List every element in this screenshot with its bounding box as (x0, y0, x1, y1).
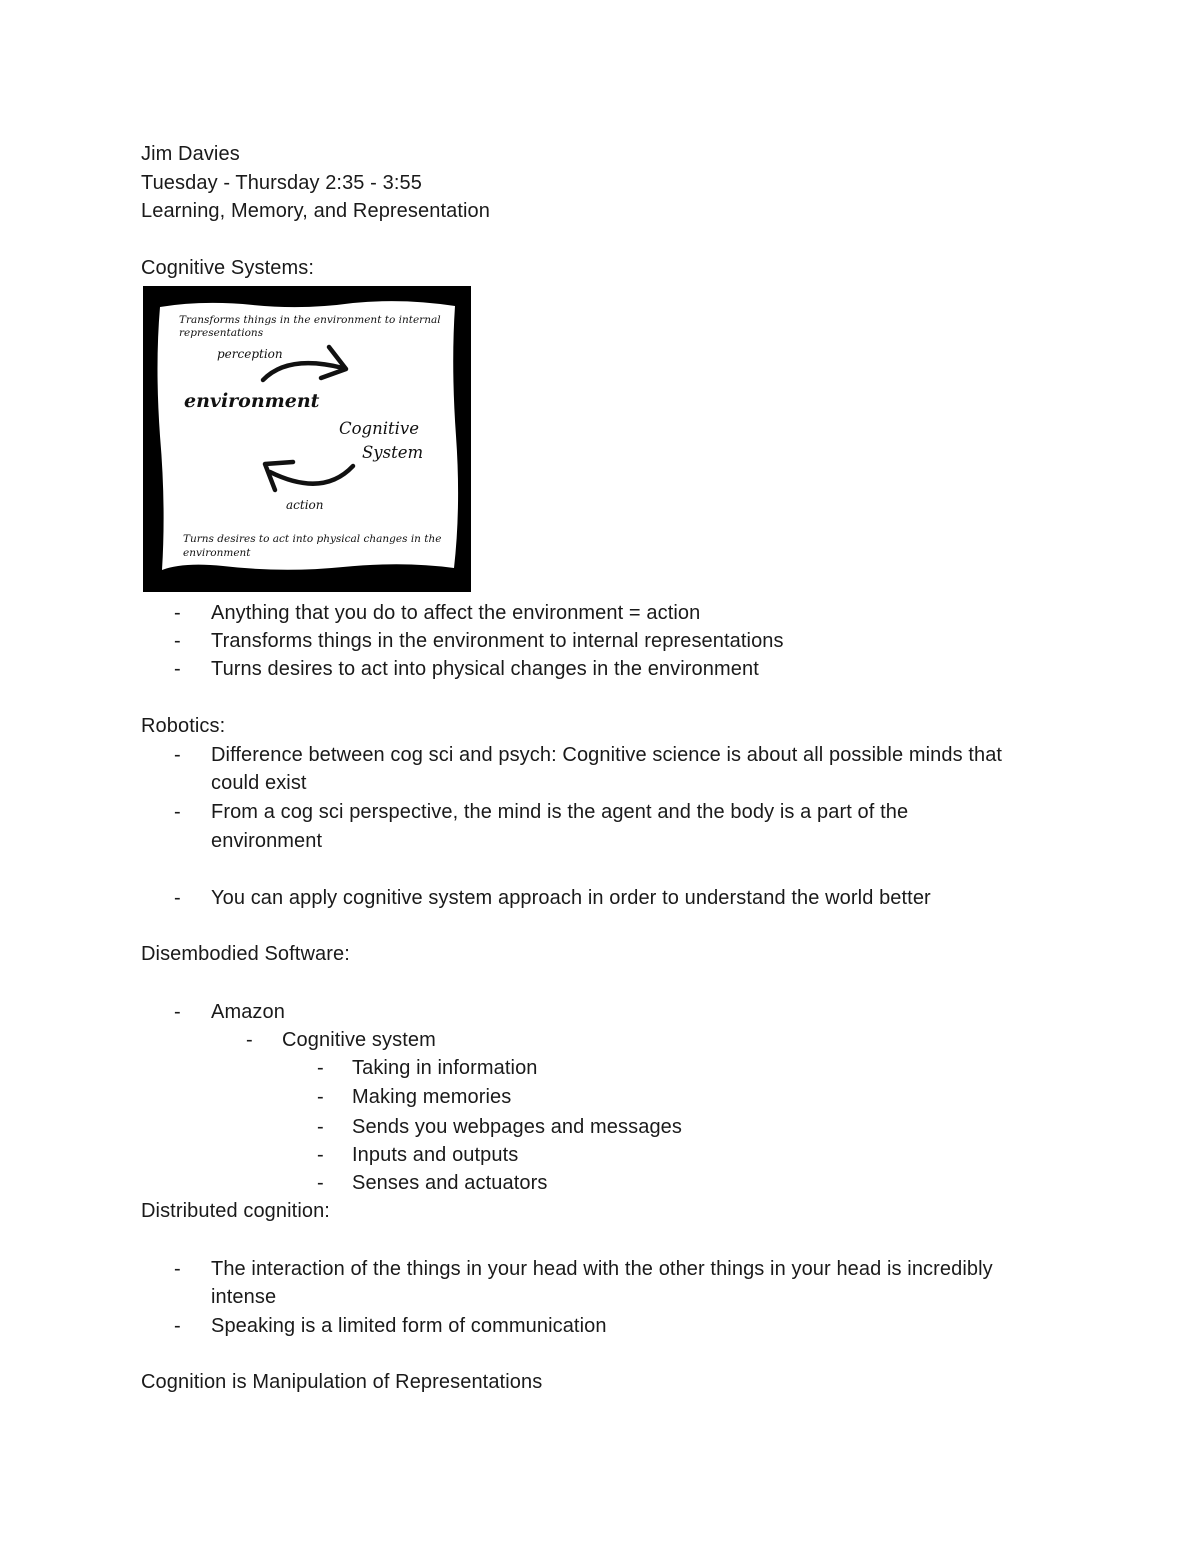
section-heading-cognitive-systems: Cognitive Systems: (141, 257, 314, 279)
list-item: Amazon (211, 1001, 285, 1023)
list-item-level3: Taking in information (352, 1057, 538, 1079)
list-item-level3: Inputs and outputs (352, 1144, 519, 1166)
list-item: From a cog sci perspective, the mind is the agent and the body is a part of the (211, 801, 909, 823)
bottom-caption-line1: Turns desires to act into physical changes in the (183, 533, 442, 545)
list-item: Difference between cog sci and psych: Cognitive science is about all possible minds that (211, 744, 1003, 766)
course-title: Learning, Memory, and Representation (141, 200, 490, 222)
bullet-marker: - (174, 887, 181, 909)
system-label: System (362, 443, 424, 462)
list-item-level3: Sends you webpages and messages (352, 1116, 682, 1138)
bottom-caption-line2: environment (183, 547, 251, 559)
list-item: Transforms things in the environment to internal representations (211, 630, 784, 652)
list-item-continuation: could exist (211, 772, 307, 794)
list-item: You can apply cognitive system approach in order to understand the world better (211, 887, 931, 909)
list-item-continuation: intense (211, 1286, 277, 1308)
cognitive-system-diagram (143, 286, 471, 592)
environment-label: environment (184, 390, 320, 412)
list-item: Turns desires to act into physical changes in the environment (211, 658, 759, 680)
class-schedule: Tuesday - Thursday 2:35 - 3:55 (141, 172, 422, 194)
section-heading-disembodied-software: Disembodied Software: (141, 943, 350, 965)
perception-label: perception (217, 347, 283, 361)
list-item: The interaction of the things in your head with the other things in your head is incredibly (211, 1258, 993, 1280)
list-item: Anything that you do to affect the environment = action (211, 602, 701, 624)
list-item-continuation: environment (211, 830, 323, 852)
bullet-marker: - (174, 744, 181, 766)
section-heading-distributed-cognition: Distributed cognition: (141, 1200, 330, 1222)
bullet-marker: - (174, 1315, 181, 1337)
action-label: action (286, 498, 324, 512)
section-heading-robotics: Robotics: (141, 715, 226, 737)
list-item-level3: Making memories (352, 1086, 512, 1108)
top-caption-line2: representations (179, 327, 264, 339)
diagram-svg (143, 286, 471, 592)
bullet-marker: - (174, 658, 181, 680)
bullet-marker: - (317, 1144, 324, 1166)
bullet-marker: - (174, 602, 181, 624)
section-heading-cognition-manipulation: Cognition is Manipulation of Representations (141, 1371, 543, 1393)
cognitive-label: Cognitive (339, 419, 420, 438)
bullet-marker: - (317, 1116, 324, 1138)
author-name: Jim Davies (141, 143, 240, 165)
list-item: Speaking is a limited form of communication (211, 1315, 607, 1337)
bullet-marker: - (246, 1029, 253, 1051)
list-item-level3: Senses and actuators (352, 1172, 548, 1194)
bullet-marker: - (174, 630, 181, 652)
bullet-marker: - (174, 1001, 181, 1023)
bullet-marker: - (174, 1258, 181, 1280)
top-caption-line1: Transforms things in the environment to internal (179, 314, 441, 326)
bullet-marker: - (174, 801, 181, 823)
bullet-marker: - (317, 1057, 324, 1079)
list-item-level2: Cognitive system (282, 1029, 436, 1051)
bullet-marker: - (317, 1086, 324, 1108)
bullet-marker: - (317, 1172, 324, 1194)
